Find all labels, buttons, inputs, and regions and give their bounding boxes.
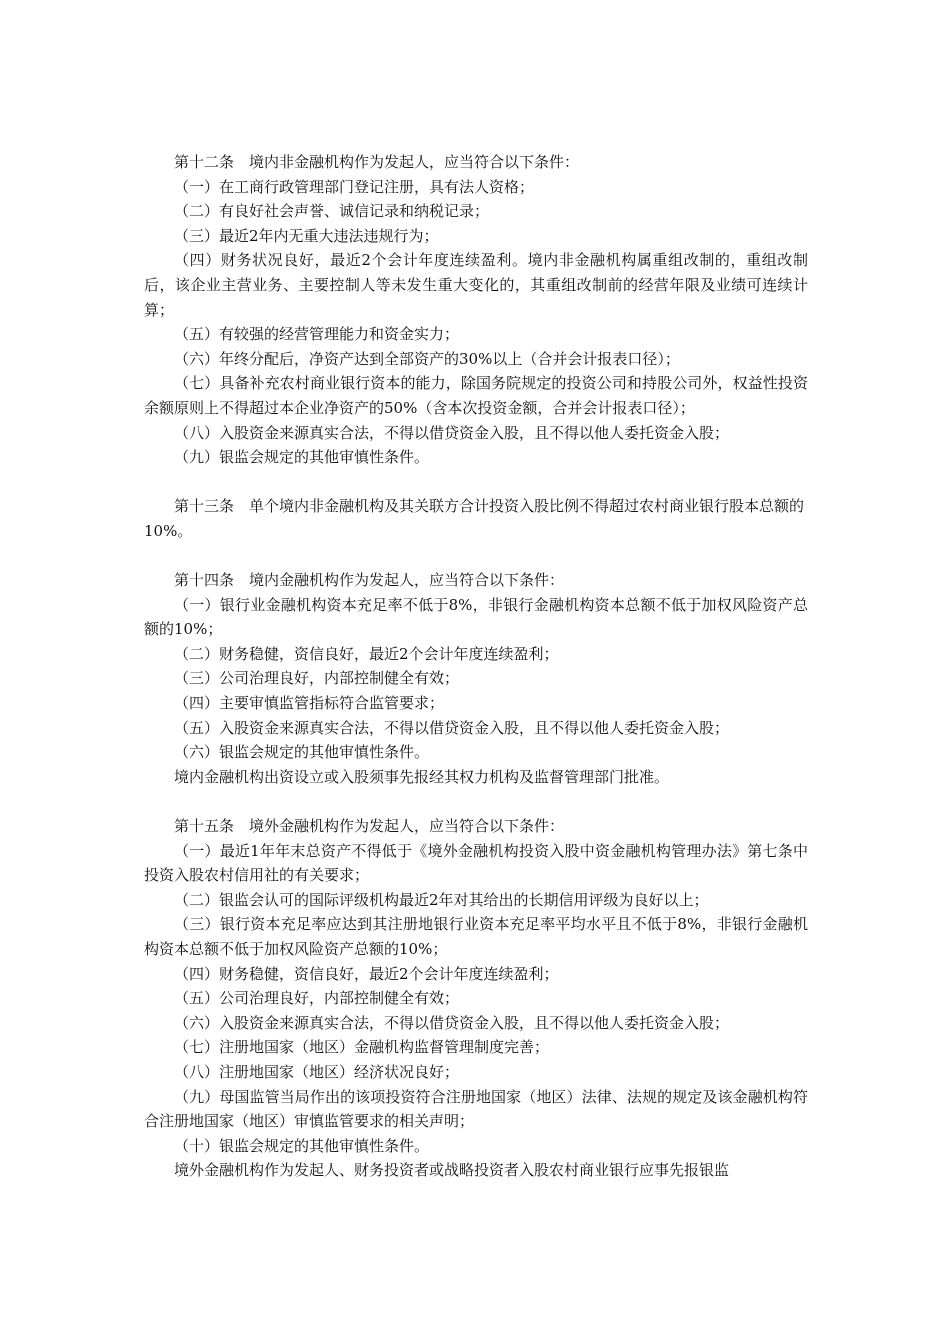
article-clause: （六）年终分配后，净资产达到全部资产的30%以上（合并会计报表口径）； — [174, 349, 680, 368]
article-clause: （三）最近2年内无重大违法违规行为； — [174, 226, 439, 245]
article-clause: （一）在工商行政管理部门登记注册，具有法人资格； — [174, 177, 535, 196]
article-heading: 第十五条 境外金融机构作为发起人，应当符合以下条件： — [174, 817, 565, 836]
article-clause: （九）母国监管当局作出的该项投资符合注册地国家（地区）法律、法规的规定及该金融机构符合注册地国家（地区）审慎监管要求的相关声明； — [144, 1087, 808, 1131]
article-clause: （八）入股资金来源真实合法，不得以借贷资金入股，且不得以他人委托资金入股； — [174, 423, 730, 442]
article-clause: 境内金融机构出资设立或入股须事先报经其权力机构及监督管理部门批准。 — [174, 767, 670, 786]
article-clause: （二）财务稳健，资信良好，最近2个会计年度连续盈利； — [174, 644, 559, 663]
article-clause: （五）有较强的经营管理能力和资金实力； — [174, 325, 460, 344]
article-clause: （三）公司治理良好，内部控制健全有效； — [174, 669, 460, 688]
article-clause: （五）入股资金来源真实合法，不得以借贷资金入股，且不得以他人委托资金入股； — [174, 718, 730, 737]
article-clause: （二）有良好社会声誉、诚信记录和纳税记录； — [174, 202, 490, 221]
article-clause: （四）主要审慎监管指标符合监管要求； — [174, 694, 445, 713]
article-clause: （九）银监会规定的其他审慎性条件。 — [174, 448, 430, 467]
article-clause: （四）财务稳健，资信良好，最近2个会计年度连续盈利； — [174, 964, 559, 983]
article-clause: （二）银监会认可的国际评级机构最近2年对其给出的长期信用评级为良好以上； — [174, 890, 709, 909]
article-section — [144, 568, 808, 789]
article-clause: （八）注册地国家（地区）经济状况良好； — [174, 1062, 460, 1081]
article-clause: （七）注册地国家（地区）金融机构监督管理制度完善； — [174, 1038, 550, 1057]
article-clause: （五）公司治理良好，内部控制健全有效； — [174, 989, 460, 1008]
article-clause: （三）银行资本充足率应达到其注册地银行业资本充足率平均水平且不低于8%，非银行金融机构资本总额不低于加权风险资产总额的10%； — [144, 915, 808, 958]
article-clause: （十）银监会规定的其他审慎性条件。 — [174, 1136, 430, 1155]
article-clause: （六）银监会规定的其他审慎性条件。 — [174, 743, 430, 762]
article-section — [144, 494, 808, 543]
document-body — [144, 150, 808, 1183]
article-clause: 境外金融机构作为发起人、财务投资者或战略投资者入股农村商业银行应事先报银监 — [174, 1161, 730, 1180]
article-clause: （一）最近1年年末总资产不得低于《境外金融机构投资入股中资金融机构管理办法》第七条中投资入股农村信用社的有关要求； — [144, 841, 808, 885]
article-heading: 第十四条 境内金融机构作为发起人，应当符合以下条件： — [174, 571, 565, 590]
article-heading: 第十二条 境内非金融机构作为发起人，应当符合以下条件： — [174, 153, 580, 171]
article-section — [144, 150, 808, 470]
article-section — [144, 814, 808, 1183]
article-clause: （六）入股资金来源真实合法，不得以借贷资金入股，且不得以他人委托资金入股； — [174, 1013, 730, 1032]
article-clause: （七）具备补充农村商业银行资本的能力，除国务院规定的投资公司和持股公司外，权益性投资余额原则上不得超过本企业净资产的50%（含本次投资金额，合并会计报表口径）； — [144, 374, 808, 417]
article-clause: （一）银行业金融机构资本充足率不低于8%，非银行金融机构资本总额不低于加权风险资产总额的10%； — [144, 595, 808, 639]
article-heading: 第十三条 单个境内非金融机构及其关联方合计投资入股比例不得超过农村商业银行股本总额的10%。 — [144, 497, 805, 540]
article-clause: （四）财务状况良好，最近2个会计年度连续盈利。境内非金融机构属重组改制的，重组改制后，该企业主营业务、主要控制人等未发生重大变化的，其重组改制前的经营年限及业绩可连续计算； — [144, 251, 808, 319]
